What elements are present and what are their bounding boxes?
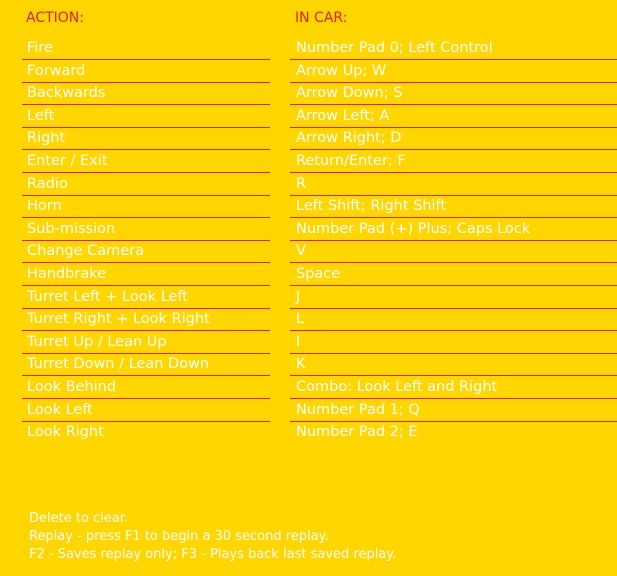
binding-row[interactable] [22, 151, 617, 174]
binding-action-label: Right [27, 129, 267, 149]
binding-action-label: Forward [27, 62, 267, 82]
binding-key-value[interactable]: Return/Enter; F [296, 152, 617, 172]
binding-key-value[interactable]: Number Pad 0; Left Control [296, 39, 617, 59]
binding-key-value[interactable]: Number Pad (+) Plus; Caps Lock [296, 220, 617, 240]
binding-key-value[interactable]: Left Shift; Right Shift [296, 197, 617, 217]
note-replay-f1: Replay - press F1 to begin a 30 second replay. [29, 529, 329, 544]
binding-row[interactable] [22, 332, 617, 355]
binding-row[interactable] [22, 174, 617, 197]
binding-action-label: Enter / Exit [27, 152, 267, 172]
binding-action-label: Change Camera [27, 242, 267, 262]
binding-row[interactable] [22, 264, 617, 287]
binding-key-value[interactable]: Combo: Look Left and Right [296, 378, 617, 398]
binding-key-value[interactable]: Space [296, 265, 617, 285]
binding-action-label: Turret Down / Lean Down [27, 355, 267, 375]
binding-key-value[interactable]: V [296, 242, 617, 262]
binding-action-label: Turret Left + Look Left [27, 288, 267, 308]
binding-action-label: Left [27, 107, 267, 127]
in-car-column-header: IN CAR: [295, 10, 348, 26]
binding-row[interactable] [22, 354, 617, 377]
binding-row[interactable] [22, 38, 617, 61]
binding-row[interactable] [22, 196, 617, 219]
binding-key-value[interactable]: Arrow Left; A [296, 107, 617, 127]
binding-key-value[interactable]: Number Pad 1; Q [296, 401, 617, 421]
binding-row[interactable] [22, 422, 617, 445]
note-delete-to-clear: Delete to clear. [29, 511, 129, 526]
binding-row[interactable] [22, 309, 617, 332]
binding-action-label: Fire [27, 39, 267, 59]
action-column-header: ACTION: [26, 10, 84, 26]
binding-row[interactable] [22, 241, 617, 264]
binding-key-value[interactable]: Number Pad 2; E [296, 424, 418, 441]
binding-action-label: Sub-mission [27, 220, 267, 240]
binding-key-value[interactable]: L [296, 310, 617, 330]
binding-action-label: Turret Right + Look Right [27, 310, 267, 330]
binding-action-label: Look Behind [27, 378, 267, 398]
binding-action-label: Radio [27, 175, 267, 195]
binding-row[interactable] [22, 400, 617, 423]
binding-key-value[interactable]: I [296, 333, 617, 353]
binding-row[interactable] [22, 128, 617, 151]
binding-action-label: Look Right [27, 424, 104, 441]
binding-row[interactable] [22, 219, 617, 242]
binding-row[interactable] [22, 83, 617, 106]
binding-action-label: Turret Up / Lean Up [27, 333, 267, 353]
binding-row[interactable] [22, 61, 617, 84]
binding-key-value[interactable]: J [296, 288, 617, 308]
controls-table [22, 38, 617, 445]
binding-action-label: Backwards [27, 84, 267, 104]
help-notes [29, 510, 396, 564]
binding-key-value[interactable]: R [296, 175, 617, 195]
binding-key-value[interactable]: K [296, 355, 617, 375]
binding-action-label: Horn [27, 197, 267, 217]
binding-action-label: Handbrake [27, 265, 267, 285]
binding-row[interactable] [22, 287, 617, 310]
column-headers [22, 10, 617, 32]
binding-key-value[interactable]: Arrow Down; S [296, 84, 617, 104]
binding-row[interactable] [22, 377, 617, 400]
binding-action-label: Look Left [27, 401, 267, 421]
binding-row[interactable] [22, 106, 617, 129]
binding-key-value[interactable]: Arrow Right; D [296, 129, 617, 149]
note-replay-f2-f3: F2 - Saves replay only; F3 - Plays back last saved replay. [29, 547, 397, 562]
binding-key-value[interactable]: Arrow Up; W [296, 62, 617, 82]
